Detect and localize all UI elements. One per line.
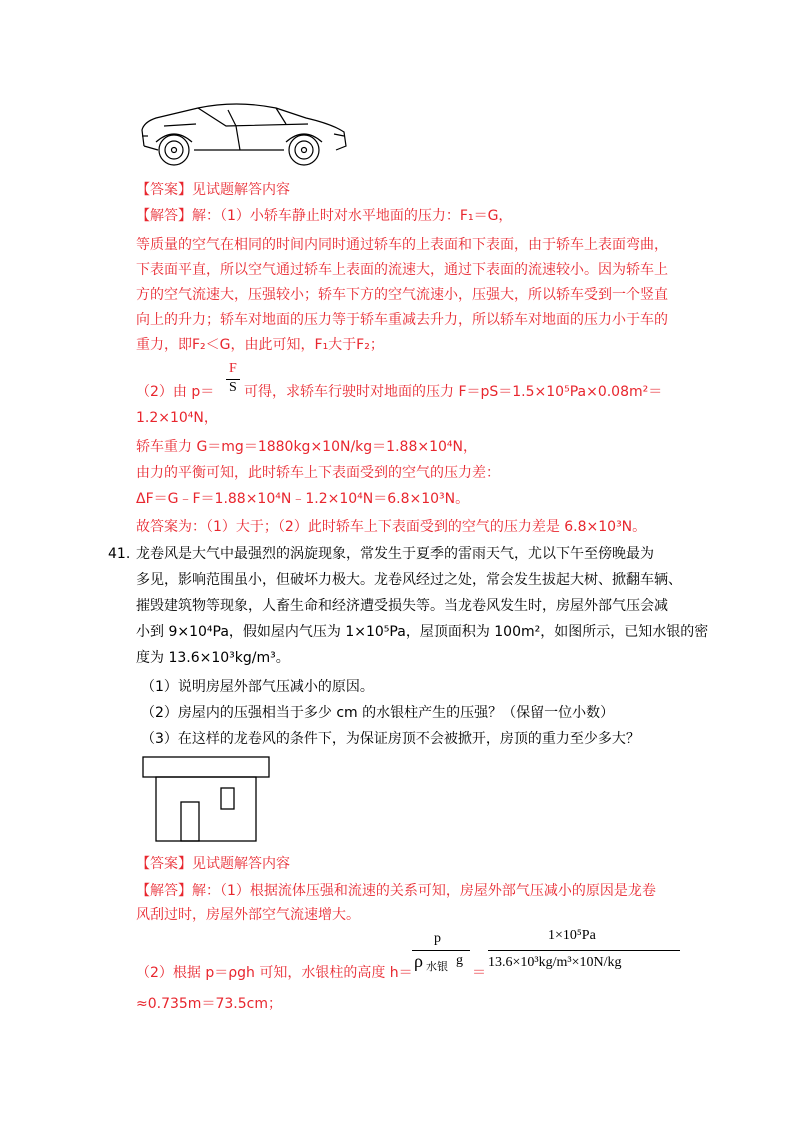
solution-label: 【解答】: [136, 883, 192, 899]
house-wall: [156, 777, 256, 841]
fraction2-bar: [488, 950, 680, 951]
fraction1-g: g: [456, 953, 463, 968]
sub-question-2: （2）房屋内的压强相当于多少 cm 的水银柱产生的压强？（保留一位小数）: [141, 705, 615, 721]
solution-paragraph-line: 方的空气流速大，压强较小；轿车下方的空气流速小，压强大，所以轿车受到一个竖直: [136, 287, 668, 303]
solution-paragraph-line: 下表面平直，所以空气通过轿车上表面的流速大，通过下表面的流速较小。因为轿车上: [136, 262, 668, 278]
fraction-numerator-F: F: [229, 361, 237, 376]
answer-line-1: [136, 180, 290, 200]
question-line: 龙卷风是大气中最强烈的涡旋现象，常发生于夏季的雷雨天气，尤以下午至傍晚最为: [136, 546, 654, 562]
fraction2-denominator: 13.6×10³kg/m³×10N/kg: [488, 955, 622, 970]
solution-label: 【解答】: [136, 208, 192, 224]
answer-label: 【答案】: [136, 856, 192, 872]
window: [221, 788, 234, 809]
balance-line: 由力的平衡可知，此时轿车上下表面受到的空气的压力差：: [136, 465, 500, 481]
question-line: 多见，影响范围虽小，但破坏力极大。龙卷风经过之处，常会发生拔起大树、掀翻车辆、: [136, 572, 682, 588]
solution-line-2: [136, 881, 656, 901]
equals-sign: ＝: [472, 965, 486, 981]
answer-text: 见试题解答内容: [192, 856, 290, 872]
fraction1-numerator: p: [434, 931, 441, 946]
question-line: 小到 9×10⁴Pa，假如屋内气压为 1×10⁵Pa，屋顶面积为 100m²，如图所示，已知水银的密: [136, 624, 709, 640]
sub-question-3: （3）在这样的龙卷风的条件下，为保证房顶不会被掀开，房顶的重力至少多大？: [141, 731, 640, 747]
question-number: 41.: [108, 546, 131, 562]
part2-suffix: 可得，求轿车行驶时对地面的压力 F＝pS＝1.5×10⁵Pa×0.08m²＝: [244, 384, 663, 400]
fraction-denominator-S: S: [229, 380, 237, 395]
answer-line-2: [136, 854, 290, 874]
solution-paragraph-line: 等质量的空气在相同的时间内同时通过轿车的上表面和下表面，由于轿车上表面弯曲，: [136, 237, 668, 253]
gravity-line: 轿车重力 G＝mg＝1880kg×10N/kg＝1.88×10⁴N，: [136, 439, 477, 455]
door: [181, 802, 199, 841]
part2-continuation: 1.2×10⁴N，: [136, 410, 218, 426]
roof: [143, 757, 269, 777]
solution-line-2b: 风刮过时，房屋外部空气流速增大。: [136, 907, 360, 923]
fraction1-rho: ρ: [414, 951, 423, 971]
house-diagram: [140, 755, 272, 845]
fraction2-numerator: 1×10⁵Pa: [548, 928, 596, 943]
answer-text: 见试题解答内容: [192, 182, 290, 198]
solution-line-1: [136, 206, 512, 226]
delta-line: ΔF＝G﹣F＝1.88×10⁴N﹣1.2×10⁴N＝6.8×10³N。: [136, 491, 470, 507]
approx-line: ≈0.735m＝73.5cm；: [136, 996, 282, 1012]
fraction1-subscript: 水银: [426, 960, 448, 973]
part2-prefix: （2）由 p＝: [136, 384, 215, 400]
part2-prefix-2: （2）根据 p＝ρgh 可知，水银柱的高度 h＝: [136, 965, 413, 981]
solution-text: 解：（1）小轿车静止时对水平地面的压力：F₁＝G，: [192, 208, 513, 224]
answer-label: 【答案】: [136, 182, 192, 198]
final-answer: 故答案为：（1）大于；（2）此时轿车上下表面受到的空气的压力差是 6.8×10³N。: [136, 519, 647, 535]
solution-text: 解：（1）根据流体压强和流速的关系可知，房屋外部气压减小的原因是龙卷: [192, 883, 656, 899]
question-line: 度为 13.6×10³kg/m³。: [136, 650, 290, 666]
solution-paragraph-line: 重力，即F₂＜G，由此可知，F₁大于F₂；: [136, 337, 384, 353]
sub-question-1: （1）说明房屋外部气压减小的原因。: [141, 679, 374, 695]
question-line: 摧毁建筑物等现象，人畜生命和经济遭受损失等。当龙卷风发生时，房屋外部气压会减: [136, 598, 668, 614]
car-illustration: [136, 96, 350, 176]
solution-paragraph-line: 向上的升力；轿车对地面的压力等于轿车重减去升力，所以轿车对地面的压力小于车的: [136, 312, 668, 328]
